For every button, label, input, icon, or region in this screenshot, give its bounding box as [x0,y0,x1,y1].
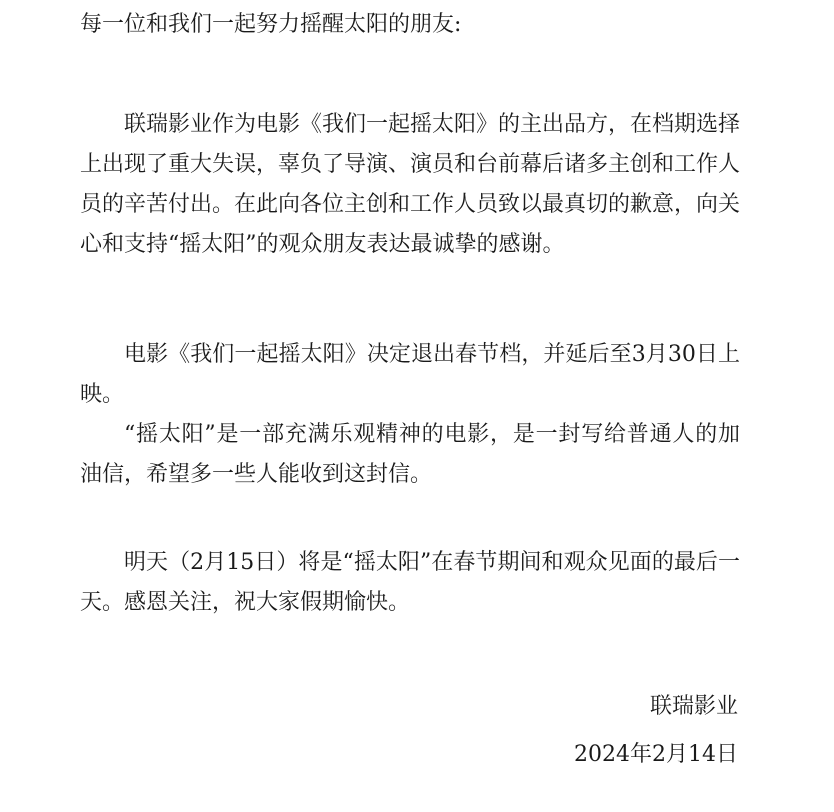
letter-paragraph-last-day: 明天（2月15日）将是“摇太阳”在春节期间和观众见面的最后一天。感恩关注，祝大家假期愉快。 [80,550,740,615]
letter-paragraph-apology: 联瑞影业作为电影《我们一起摇太阳》的主出品方，在档期选择上出现了重大失误，辜负了导演、演员和台前幕后诸多主创和工作人员的辛苦付出。在此向各位主创和工作人员致以最真切的歉意，向关心和支持“摇太阳”的观众朋友表达最诚挚的感谢。 [80,112,741,257]
signature-date: 2024年2月14日 [574,742,738,767]
letter-paragraph-release-date: 电影《我们一起摇太阳》决定退出春节档，并延后至3月30日上映。 [80,342,740,407]
letter-paragraph-film-description: “摇太阳”是一部充满乐观精神的电影，是一封写给普通人的加油信，希望多一些人能收到这封信。 [80,422,740,487]
letter-greeting: 每一位和我们一起努力摇醒太阳的朋友: [80,12,462,37]
signature-company: 联瑞影业 [649,694,738,719]
